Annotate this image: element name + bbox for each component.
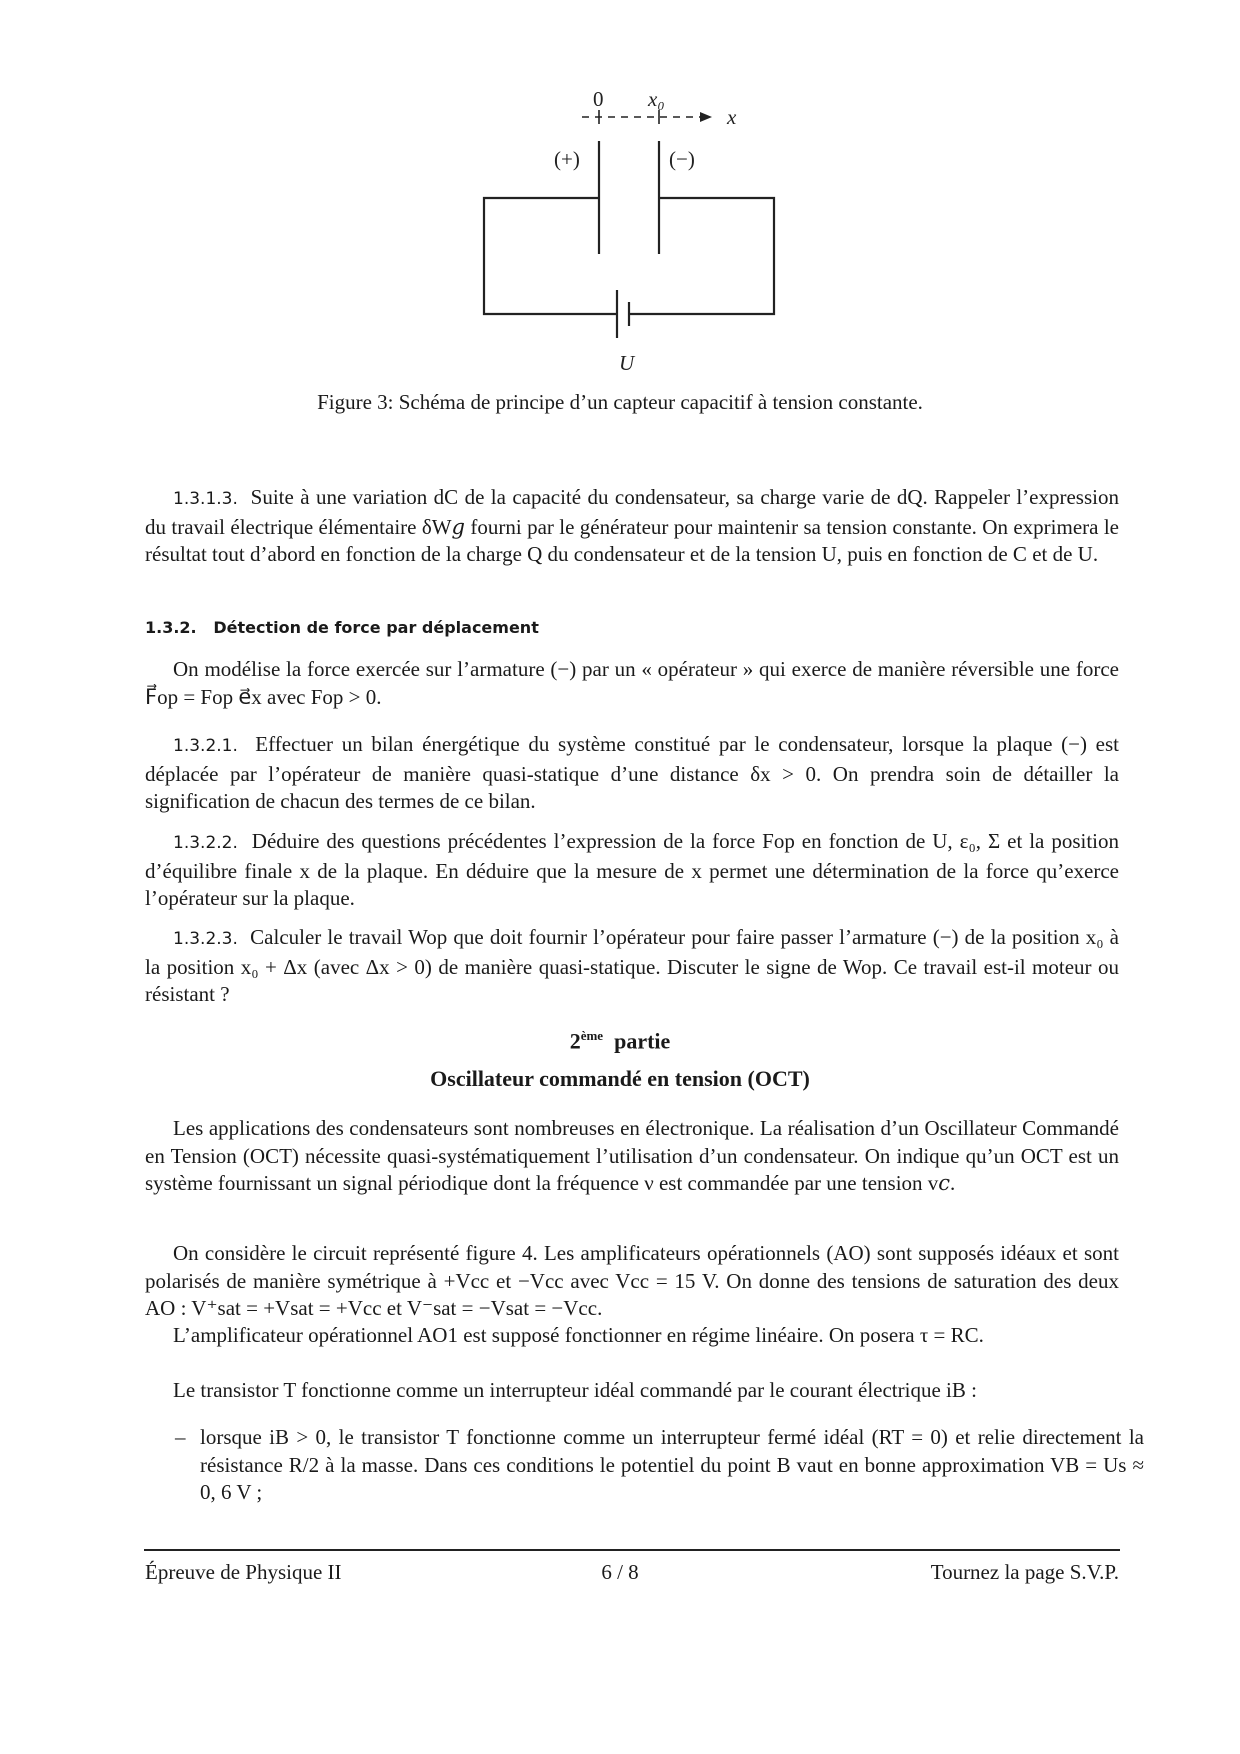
axis-x0-label: x₀ <box>648 87 665 111</box>
question-number: 1.3.1.3. <box>173 489 238 509</box>
axis-x-label: x <box>727 105 737 129</box>
capacitor-circuit-figure <box>0 0 1240 380</box>
footer-left: Épreuve de Physique II <box>145 1560 342 1584</box>
part-sup: ème <box>580 1028 604 1043</box>
part-heading <box>0 1028 1240 1054</box>
voltage-label: U <box>619 351 635 375</box>
plate-minus-label: (−) <box>669 147 695 171</box>
paragraph-intro: Les applications des condensateurs sont nombreuses en électronique. La réalisation d’un Oscillateur Commandé en Tension (OCT) nécessite quasi-systématiquement l’utilisation d’un condensateur. On indique qu’un OCT est un système fournissant un signal périodique dont la fréquence ν est commandée par une tension v𝑐. <box>145 1116 1119 1195</box>
section-heading-1-3-2 <box>145 618 539 637</box>
wire-left <box>484 198 616 314</box>
section-intro: On modélise la force exercée sur l’armature (−) par un « opérateur » qui exerce de manière réversible une force F⃗op = Fop e⃗x avec Fop > 0. <box>145 657 1119 709</box>
section-title: Détection de force par déplacement <box>213 618 539 637</box>
question-1-3-1-3 <box>145 484 1119 569</box>
plate-plus-label: (+) <box>554 147 580 171</box>
section-number: 1.3.2. <box>145 618 197 637</box>
paragraph-circuit: On considère le circuit représenté figure 4. Les amplificateurs opérationnels (AO) sont supposés idéaux et sont polarisés de manière symétrique à +Vcc et −Vcc avec Vcc = 15 V. On donne des tensions de saturation des deux AO : V⁺sat = +Vsat = +Vcc et V⁻sat = −Vsat = −Vcc. <box>145 1241 1119 1320</box>
bullet-dash: – <box>175 1425 186 1449</box>
paragraph-ao1: L’amplificateur opérationnel AO1 est supposé fonctionner en régime linéaire. On posera τ = RC. <box>173 1323 984 1347</box>
question-1-3-2-2 <box>145 828 1119 913</box>
figure-caption: Figure 3: Schéma de principe d’un capteur capacitif à tension constante. <box>317 390 923 414</box>
question-text: Calculer le travail Wop que doit fournir l’opérateur pour faire passer l’armature (−) de la position x₀ à la position x₀ + Δx (avec Δx > 0) de manière quasi-statique. Discuter le signe de Wop. Ce travail est-il moteur ou résistant ? <box>145 925 1119 1006</box>
question-1-3-2-3 <box>145 924 1119 1009</box>
question-text: Effectuer un bilan énergétique du système constitué par le condensateur, lorsque la plaque (−) est déplacée par l’opérateur de manière quasi-statique d’une distance δx > 0. On prendra soin de détailler la signification de chacun des termes de ce bilan. <box>145 732 1119 813</box>
question-number: 1.3.2.1. <box>173 736 238 756</box>
question-text: Suite à une variation dC de la capacité du condensateur, sa charge varie de dQ. Rappeler l’expression du travail électrique élémentaire δW𝑔 fourni par le générateur pour maintenir sa tension constante. On exprimera le résultat tout d’abord en fonction de la charge Q du condensateur et de la tension U, puis en fonction de C et de U. <box>145 485 1119 566</box>
axis-arrow <box>700 112 712 122</box>
paragraph-transistor: Le transistor T fonctionne comme un interrupteur idéal commandé par le courant électrique iB : <box>173 1378 977 1402</box>
footer-rule <box>144 1549 1120 1551</box>
part-title: Oscillateur commandé en tension (OCT) <box>430 1066 810 1091</box>
page-number: 6 / 8 <box>601 1560 639 1584</box>
part-word: partie <box>614 1028 671 1054</box>
footer-right: Tournez la page S.V.P. <box>930 1560 1119 1584</box>
bullet-item <box>175 1424 1144 1507</box>
question-number: 1.3.2.2. <box>173 833 238 853</box>
question-1-3-2-1 <box>145 731 1119 816</box>
part-number: 2 <box>569 1028 581 1054</box>
question-number: 1.3.2.3. <box>173 929 238 949</box>
wire-right <box>630 198 774 314</box>
bullet-text: lorsque iB > 0, le transistor T fonctionne comme un interrupteur fermé idéal (RT = 0) et relie directement la résistance R/2 à la masse. Dans ces conditions le potentiel du point B vaut en bonne approximation VB = Us ≈ 0, 6 V ; <box>200 1425 1144 1504</box>
question-text: Déduire des questions précédentes l’expression de la force Fop en fonction de U, ε₀, Σ et la position d’équilibre finale x de la plaque. En déduire que la mesure de x permet une détermination de la force qu’exerce l’opérateur sur la plaque. <box>145 829 1120 910</box>
axis-origin-label: 0 <box>593 87 604 111</box>
